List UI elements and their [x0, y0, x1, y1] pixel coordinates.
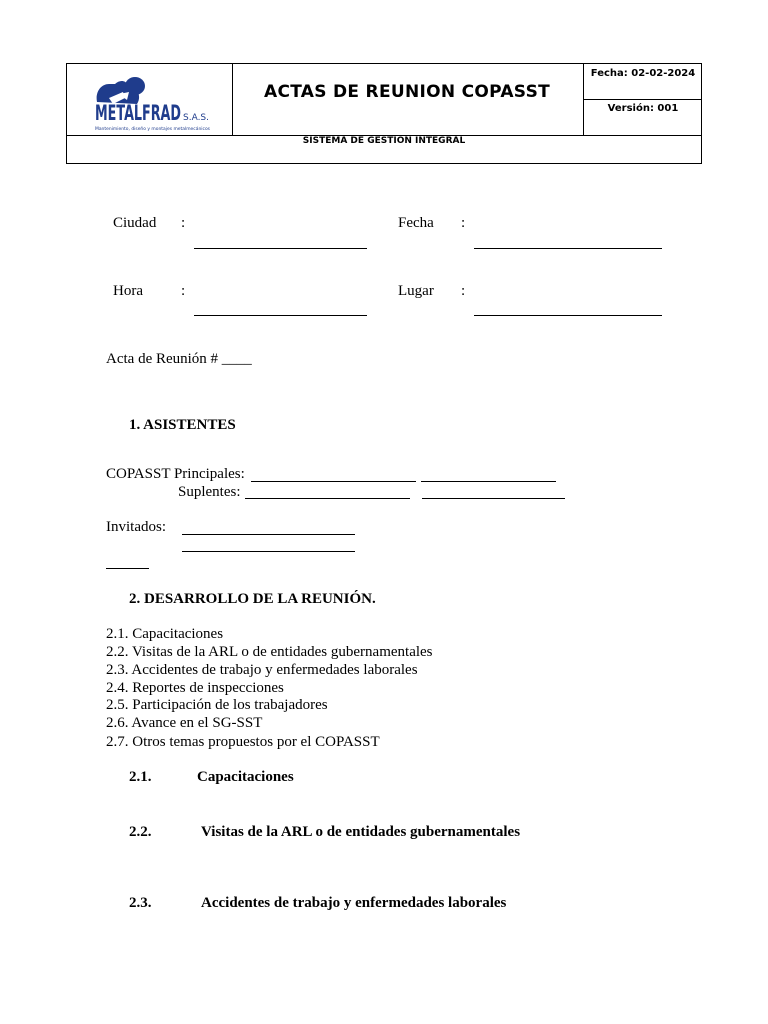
agenda-item: 2.4. Reportes de inspecciones — [106, 680, 284, 696]
suplentes-label: Suplentes: — [178, 484, 241, 500]
colon: : — [181, 283, 186, 299]
principales-label: COPASST Principales: — [106, 466, 245, 482]
colon: : — [461, 215, 466, 231]
ciudad-label: Ciudad — [113, 215, 157, 231]
svg-text:S.A.S.: S.A.S. — [183, 113, 210, 123]
principal-field[interactable] — [251, 481, 416, 482]
company-logo — [89, 72, 214, 134]
agenda-item: 2.7. Otros temas propuestos por el COPASST — [106, 734, 380, 750]
colon: : — [181, 215, 186, 231]
agenda-item: 2.6. Avance en el SG-SST — [106, 715, 263, 731]
subsection-number: 2.1. — [129, 769, 152, 785]
invitados-label: Invitados: — [106, 519, 166, 535]
suplente-field[interactable] — [245, 498, 410, 499]
document-date: Fecha: 02-02-2024 — [590, 68, 696, 79]
lugar-label: Lugar — [398, 283, 434, 299]
invitado-field[interactable] — [182, 534, 355, 535]
agenda-item: 2.1. Capacitaciones — [106, 626, 224, 642]
agenda-item: 2.5. Participación de los trabajadores — [106, 697, 328, 713]
lugar-field[interactable] — [474, 315, 662, 316]
fecha-label: Fecha — [398, 215, 434, 231]
subsection-title: Visitas de la ARL o de entidades gubernamentales — [201, 824, 521, 840]
system-name: SISTEMA DE GESTION INTEGRAL — [302, 136, 466, 146]
principal-field[interactable] — [421, 481, 556, 482]
section-heading-desarrollo: 2. DESARROLLO DE LA REUNIÓN. — [129, 591, 376, 607]
suplente-field[interactable] — [422, 498, 565, 499]
subsection-number: 2.3. — [129, 895, 152, 911]
document-version: Versión: 001 — [607, 103, 679, 114]
svg-text:Mantenimiento, diseño y montaj: Mantenimiento, diseño y montajes metalmecánicos — [95, 127, 214, 132]
subsection-title: Capacitaciones — [197, 769, 294, 785]
colon: : — [461, 283, 466, 299]
header-divider — [583, 99, 701, 100]
invitado-field[interactable] — [182, 551, 355, 552]
subsection-number: 2.2. — [129, 824, 152, 840]
invitado-field[interactable] — [106, 568, 149, 569]
document-title: ACTAS DE REUNION COPASST — [263, 82, 551, 102]
hora-field[interactable] — [194, 315, 367, 316]
acta-number: Acta de Reunión # ____ — [106, 351, 252, 367]
ciudad-field[interactable] — [194, 248, 367, 249]
section-heading-asistentes: 1. ASISTENTES — [129, 417, 236, 433]
document-header — [66, 63, 702, 164]
agenda-item: 2.2. Visitas de la ARL o de entidades gubernamentales — [106, 644, 433, 660]
agenda-item: 2.3. Accidentes de trabajo y enfermedades laborales — [106, 662, 418, 678]
subsection-title: Accidentes de trabajo y enfermedades laborales — [201, 895, 507, 911]
hora-label: Hora — [113, 283, 143, 299]
fecha-field[interactable] — [474, 248, 662, 249]
svg-text:METALFRAD: METALFRAD — [95, 101, 181, 125]
